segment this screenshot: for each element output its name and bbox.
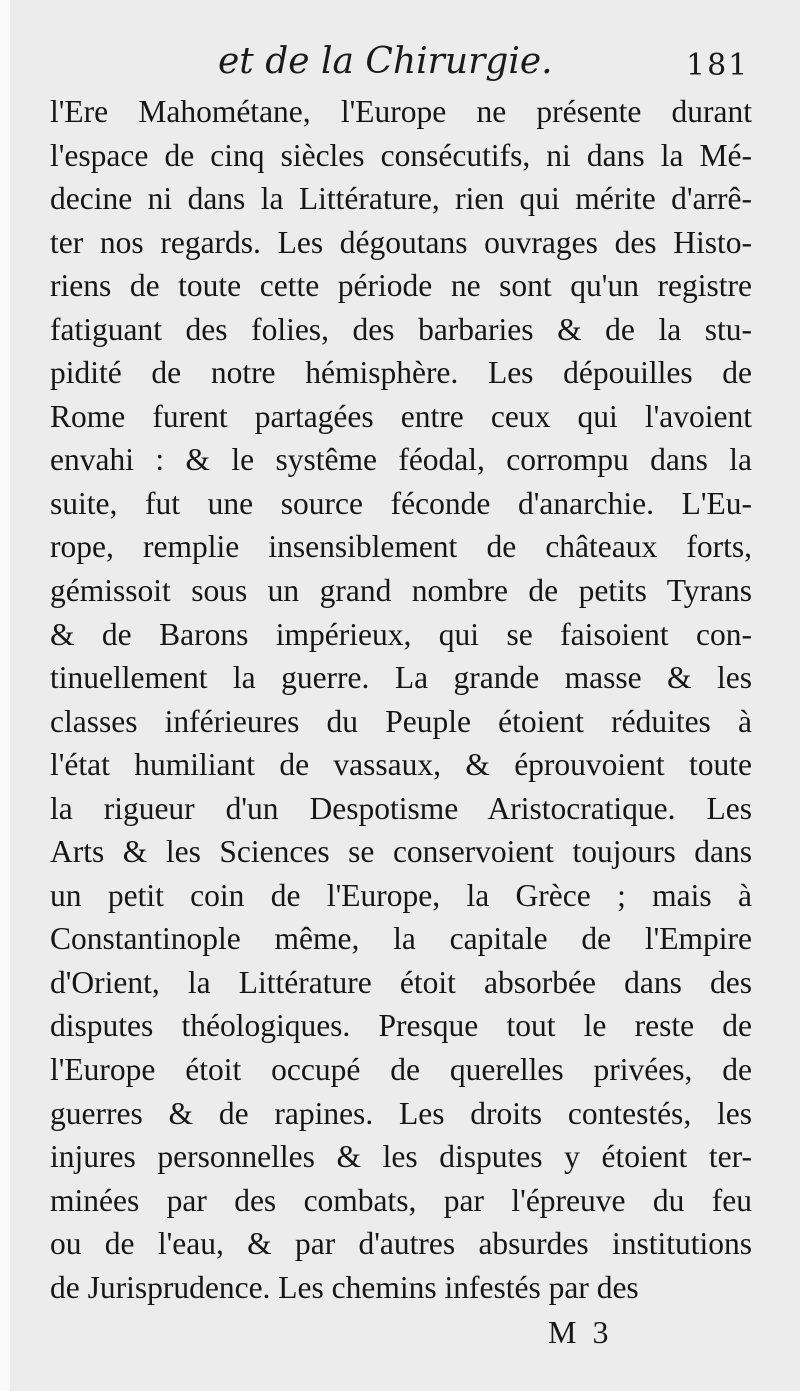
text-line: fatiguant des folies, des barbaries & de la stu- — [50, 311, 752, 347]
page-number: 181 — [686, 48, 750, 83]
text-line: Arts & les Sciences se conservoient toujours dans — [50, 834, 752, 870]
running-header-title: et de la Chirurgie. — [218, 41, 553, 82]
text-line: un petit coin de l'Europe, la Grèce ; mais à — [50, 877, 752, 913]
text-line: l'état humiliant de vassaux, & éprouvoient toute — [50, 747, 752, 783]
page-edge — [0, 0, 10, 1391]
text-line: minées par des combats, par l'épreuve du feu — [50, 1182, 752, 1218]
text-line: la rigueur d'un Despotisme Aristocratique. Les — [50, 790, 752, 826]
text-line: riens de toute cette période ne sont qu'un registre — [50, 268, 752, 304]
text-line: rope, remplie insensiblement de châteaux forts, — [50, 529, 752, 565]
text-line: suite, fut une source féconde d'anarchie. L'Eu- — [50, 485, 752, 521]
text-line: de Jurisprudence. Les chemins infestés par des — [50, 1269, 639, 1305]
text-line: l'espace de cinq siècles consécutifs, ni dans la Mé- — [50, 137, 752, 173]
text-line: pidité de notre hémisphère. Les dépouilles de — [50, 355, 752, 391]
text-line: tinuellement la guerre. La grande masse & les — [50, 660, 752, 696]
text-line: Rome furent partagées entre ceux qui l'avoient — [50, 398, 752, 434]
text-line: ou de l'eau, & par d'autres absurdes institutions — [50, 1226, 752, 1262]
text-line: envahi : & le systême féodal, corrompu dans la — [50, 442, 752, 478]
text-line: l'Ere Mahométane, l'Europe ne présente durant — [50, 94, 752, 129]
text-line: guerres & de rapines. Les droits contestés, les — [50, 1095, 752, 1131]
text-line: classes inférieures du Peuple étoient réduites à — [50, 703, 752, 739]
text-line: l'Europe étoit occupé de querelles privées, de — [50, 1052, 752, 1088]
text-line: injures personnelles & les disputes y étoient ter- — [50, 1139, 752, 1175]
text-line: Constantinople même, la capitale de l'Empire — [50, 921, 752, 957]
text-line: & de Barons impérieux, qui se faisoient con- — [50, 616, 752, 652]
text-line: gémissoit sous un grand nombre de petits Tyrans — [50, 573, 752, 609]
text-line: d'Orient, la Littérature étoit absorbée dans des — [50, 964, 752, 1000]
text-line: decine ni dans la Littérature, rien qui mérite d'arrê- — [50, 181, 752, 217]
printer-signature-mark: M 3 — [548, 1314, 613, 1350]
text-line: ter nos regards. Les dégoutans ouvrages des Histo- — [50, 224, 752, 260]
text-line: disputes théologiques. Presque tout le reste de — [50, 1008, 752, 1044]
body-text — [50, 90, 752, 1309]
